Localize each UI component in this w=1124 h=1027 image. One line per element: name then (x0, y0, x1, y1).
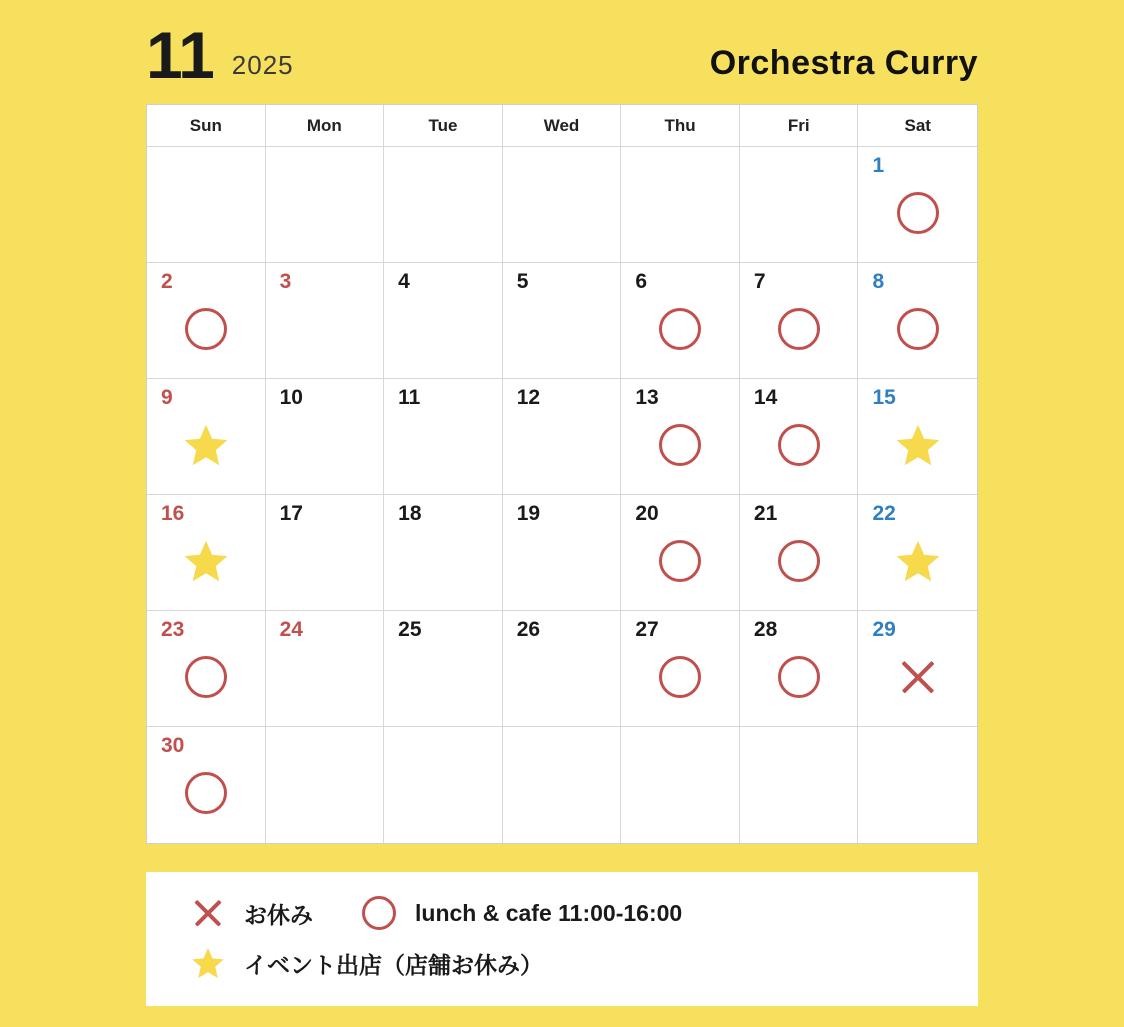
calendar-empty-cell (503, 147, 622, 263)
calendar-table (146, 104, 978, 844)
circle-icon (740, 419, 858, 471)
calendar-day-cell[interactable] (858, 263, 977, 379)
calendar-day-cell[interactable] (621, 263, 740, 379)
circle-icon (621, 419, 739, 471)
weekday-header-fri: Fri (740, 105, 859, 147)
star-icon (858, 419, 977, 471)
legend-item-open (357, 896, 682, 930)
day-number: 12 (516, 386, 541, 409)
circle-icon (621, 535, 739, 587)
circle-icon (147, 303, 265, 355)
circle-shape (897, 308, 939, 350)
shop-name: Orchestra Curry (709, 44, 978, 82)
day-number: 4 (398, 270, 410, 293)
calendar-empty-cell (740, 147, 859, 263)
calendar-body (147, 147, 977, 843)
circle-icon (621, 651, 739, 703)
day-number: 11 (398, 386, 421, 409)
weekday-header-tue: Tue (384, 105, 503, 147)
circle-icon (858, 187, 977, 239)
day-number: 22 (872, 502, 896, 525)
calendar-week-row (147, 727, 977, 843)
calendar-day-cell[interactable] (266, 379, 385, 495)
calendar-day-cell[interactable] (266, 611, 385, 727)
calendar-week-row (147, 495, 977, 611)
legend-row-2 (186, 938, 938, 988)
cross-icon (858, 651, 977, 703)
calendar-day-cell[interactable] (621, 611, 740, 727)
day-number: 6 (635, 270, 647, 293)
calendar-day-cell[interactable] (858, 495, 977, 611)
day-number: 13 (635, 386, 659, 409)
calendar-empty-cell (384, 147, 503, 263)
day-number: 7 (753, 270, 766, 293)
day-number: 5 (516, 270, 529, 293)
month-number: 11 (146, 18, 214, 92)
calendar-day-cell[interactable] (740, 611, 859, 727)
day-number: 17 (279, 502, 303, 525)
legend-item-closed (186, 897, 313, 930)
weekday-header-thu: Thu (621, 105, 740, 147)
day-number: 10 (279, 386, 303, 409)
calendar-day-cell[interactable] (858, 611, 977, 727)
legend-row-1 (186, 888, 938, 938)
weekday-header-sun: Sun (147, 105, 266, 147)
day-number: 1 (872, 154, 885, 177)
cross-shape (898, 657, 938, 697)
day-number: 3 (279, 270, 292, 293)
page-header (146, 8, 978, 92)
calendar-week-row (147, 147, 977, 263)
calendar-day-cell[interactable] (266, 263, 385, 379)
calendar-day-cell[interactable] (147, 263, 266, 379)
star-shape (895, 422, 941, 468)
calendar-day-cell[interactable] (147, 611, 266, 727)
day-number: 16 (161, 502, 185, 525)
star-icon (147, 535, 265, 587)
calendar-empty-cell (503, 727, 622, 843)
circle-icon (147, 767, 265, 819)
day-number: 24 (279, 618, 303, 641)
circle-shape (897, 192, 939, 234)
circle-icon (858, 303, 977, 355)
legend-panel (146, 872, 978, 1006)
day-number: 29 (872, 618, 896, 641)
calendar-empty-cell (266, 147, 385, 263)
calendar-day-cell[interactable] (384, 611, 503, 727)
calendar-week-row (147, 611, 977, 727)
calendar-day-cell[interactable] (147, 727, 266, 843)
calendar-day-cell[interactable] (858, 147, 977, 263)
circle-shape (659, 308, 701, 350)
calendar-day-cell[interactable] (740, 379, 859, 495)
weekday-header-wed: Wed (503, 105, 622, 147)
circle-shape (185, 656, 227, 698)
circle-icon (621, 303, 739, 355)
calendar-day-cell[interactable] (266, 495, 385, 611)
calendar-day-cell[interactable] (621, 495, 740, 611)
circle-shape (185, 308, 227, 350)
legend-label-open: lunch & cafe 11:00-16:00 (415, 899, 683, 926)
calendar-empty-cell (621, 147, 740, 263)
calendar-empty-cell (740, 727, 859, 843)
circle-icon (147, 651, 265, 703)
calendar-empty-cell (858, 727, 977, 843)
year-number: 2025 (231, 50, 294, 80)
calendar-empty-cell (384, 727, 503, 843)
calendar-empty-cell (266, 727, 385, 843)
calendar-day-cell[interactable] (147, 495, 266, 611)
star-icon (147, 419, 265, 471)
weekday-header-mon: Mon (266, 105, 385, 147)
calendar-day-cell[interactable] (503, 379, 622, 495)
circle-shape (778, 308, 820, 350)
day-number: 18 (398, 502, 422, 525)
circle-shape (659, 656, 701, 698)
calendar-day-cell[interactable] (503, 495, 622, 611)
day-number: 26 (516, 618, 541, 641)
circle-shape (778, 540, 820, 582)
weekday-header-sat: Sat (858, 105, 977, 147)
day-number: 27 (635, 618, 659, 641)
calendar-day-cell[interactable] (503, 263, 622, 379)
day-number: 9 (161, 386, 173, 409)
day-number: 23 (161, 618, 185, 641)
circle-icon (740, 651, 858, 703)
calendar-week-row (147, 379, 977, 495)
circle-icon (357, 896, 401, 930)
calendar-empty-cell (621, 727, 740, 843)
day-number: 15 (872, 386, 896, 409)
circle-icon (740, 535, 858, 587)
legend-label-event: イベント出店（店舗お休み） (244, 951, 543, 978)
star-icon (186, 946, 230, 980)
day-number: 19 (516, 502, 541, 525)
calendar-header-row (147, 105, 977, 147)
calendar-empty-cell (147, 147, 266, 263)
circle-shape (185, 772, 227, 814)
star-icon (858, 535, 977, 587)
calendar-day-cell[interactable] (147, 379, 266, 495)
star-shape (183, 538, 229, 584)
circle-shape (659, 424, 701, 466)
calendar-day-cell[interactable] (740, 495, 859, 611)
day-number: 14 (753, 386, 778, 409)
legend-item-event (186, 946, 543, 980)
day-number: 8 (872, 270, 885, 293)
calendar-day-cell[interactable] (384, 263, 503, 379)
calendar-week-row (147, 263, 977, 379)
circle-shape (778, 656, 820, 698)
circle-shape (659, 540, 701, 582)
day-number: 20 (635, 502, 659, 525)
calendar-day-cell[interactable] (384, 495, 503, 611)
calendar-day-cell[interactable] (384, 379, 503, 495)
day-number: 21 (753, 502, 778, 525)
day-number: 2 (161, 270, 173, 293)
cross-icon (186, 897, 230, 929)
day-number: 30 (161, 734, 185, 757)
day-number: 28 (753, 618, 778, 641)
circle-icon (740, 303, 858, 355)
calendar-day-cell[interactable] (503, 611, 622, 727)
day-number: 25 (398, 618, 422, 641)
calendar-day-cell[interactable] (858, 379, 977, 495)
star-shape (895, 538, 941, 584)
calendar-day-cell[interactable] (740, 263, 859, 379)
star-shape (183, 422, 229, 468)
circle-shape (778, 424, 820, 466)
legend-label-closed: お休み (244, 901, 313, 928)
calendar-day-cell[interactable] (621, 379, 740, 495)
